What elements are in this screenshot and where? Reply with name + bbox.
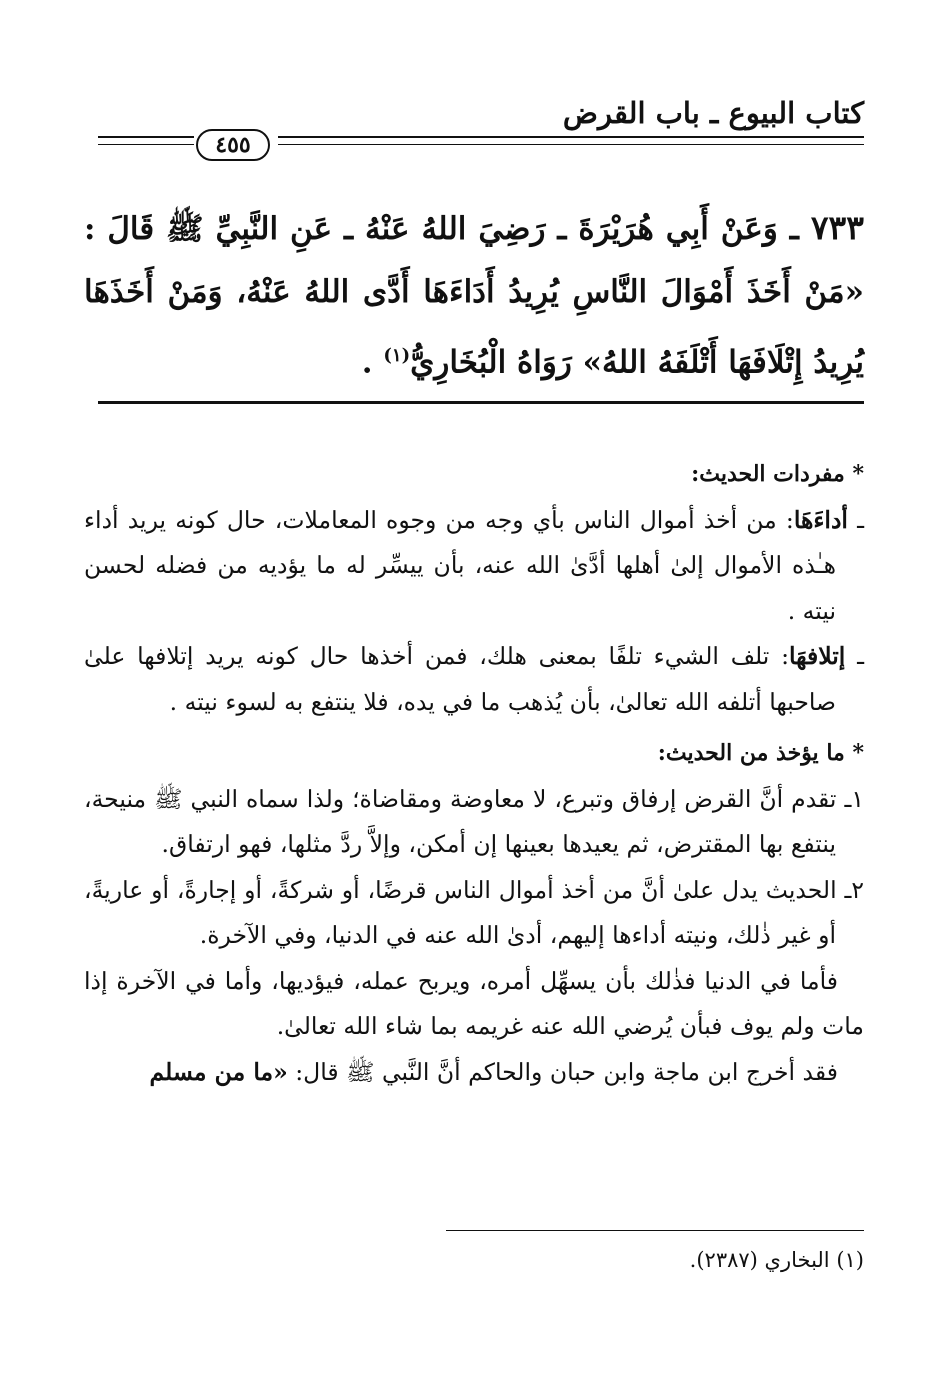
hadith-end: . [361,344,384,381]
lesson-number: ٢ـ [836,875,864,904]
paragraph: فأما في الدنيا فذٰلك بأن يسهِّل أمره، ويربح عمله، فيؤديها، وأما في الآخرة إذا مات ولم يوف فبأن يُرضي الله عنه غريمه بما شاء الله تعالىٰ. [84,966,864,1040]
vocab-heading: * مفردات الحديث: [691,461,864,487]
paragraph [84,1050,864,1096]
page-number: ٤٥٥ [196,129,270,161]
lesson-item [84,777,864,868]
vocab-term: أداءَهَا [793,505,848,534]
footnote-ref: (١) [383,345,411,366]
hadith-text: وَعَنْ أَبِي هُرَيْرَةَ ـ رَضِيَ اللهُ عَنْهُ ـ عَنِ النَّبِيِّ ﷺ قَالَ : «مَنْ أَخَذَ أَمْوَالَ النَّاسِ يُرِيدُ أَدَاءَهَا أَدَّى اللهُ عَنْهُ، وَمَنْ أَخَذَهَا يُرِيدُ إِتْلَافَهَا أَتْلَفَهُ اللهُ» رَوَاهُ الْبُخَارِيُّ [84,211,864,381]
running-title: كتاب البيوع ـ باب القرض [562,96,864,130]
vocab-dash: ـ [845,642,864,670]
lesson-text: الحديث يدل علىٰ أنَّ من أخذ أموال الناس قرضًا، أو شركةً، أو إجارةً، أو عاريةً، أو غير ذٰلك، ونيته أداءها إليهم، أدىٰ الله عنه في الدنيا، وفي الآخرة. [84,875,837,949]
hadith-block [84,196,864,394]
vocab-text: : تلف الشيء تلفًا بمعنى هلك، فمن أخذها حال كونه يريد إتلافها علىٰ صاحبها أتلفه الله تعالىٰ، بأن يُذهب ما في يده، فلا ينتفع به لسوء نيته . [84,642,836,716]
header-rule-top [278,136,864,138]
vocab-dash: ـ [847,505,864,534]
footnote: (١) البخاري (٢٣٨٧). [689,1248,864,1272]
vocab-term: إتلافهَا [789,642,846,670]
vocab-item [84,498,864,635]
section-separator [98,401,864,404]
lesson-text: تقدم أنَّ القرض إرفاق وتبرع، لا معاوضة ومقاضاة؛ ولذا سماه النبي ﷺ منيحة، ينتفع بها المقترض، ثم يعيدها بعينها إن أمكن، وإلاَّ ردَّ مثلها، فهو ارتفاق. [84,784,837,858]
commentary [84,452,864,1095]
lesson-number: ١ـ [836,784,864,813]
lesson-item [84,868,864,959]
hadith-dash: ـ [789,211,799,247]
header-rule-bottom [278,144,864,145]
vocab-item [84,634,864,725]
vocab-text: : من أخذ أموال الناس بأي وجه من وجوه المعاملات، حال كونه يريد أداء هـٰذه الأموال إلىٰ أهلها أدَّىٰ الله عنه، بأن ييسِّر له ما يؤديه من فضله لحسن نيته . [84,505,836,625]
footnote-rule [446,1230,864,1231]
paragraph-text: فقد أخرج ابن ماجة وابن حبان والحاكم أنَّ النَّبي ﷺ قال: [287,1057,838,1086]
header-rule-left-bottom [98,144,194,145]
lessons-heading: * ما يؤخذ من الحديث: [657,740,864,766]
header-rule-left-top [98,136,194,138]
quote-start: «ما من مسلم [149,1057,288,1086]
hadith-number: ٧٣٣ [810,208,864,247]
